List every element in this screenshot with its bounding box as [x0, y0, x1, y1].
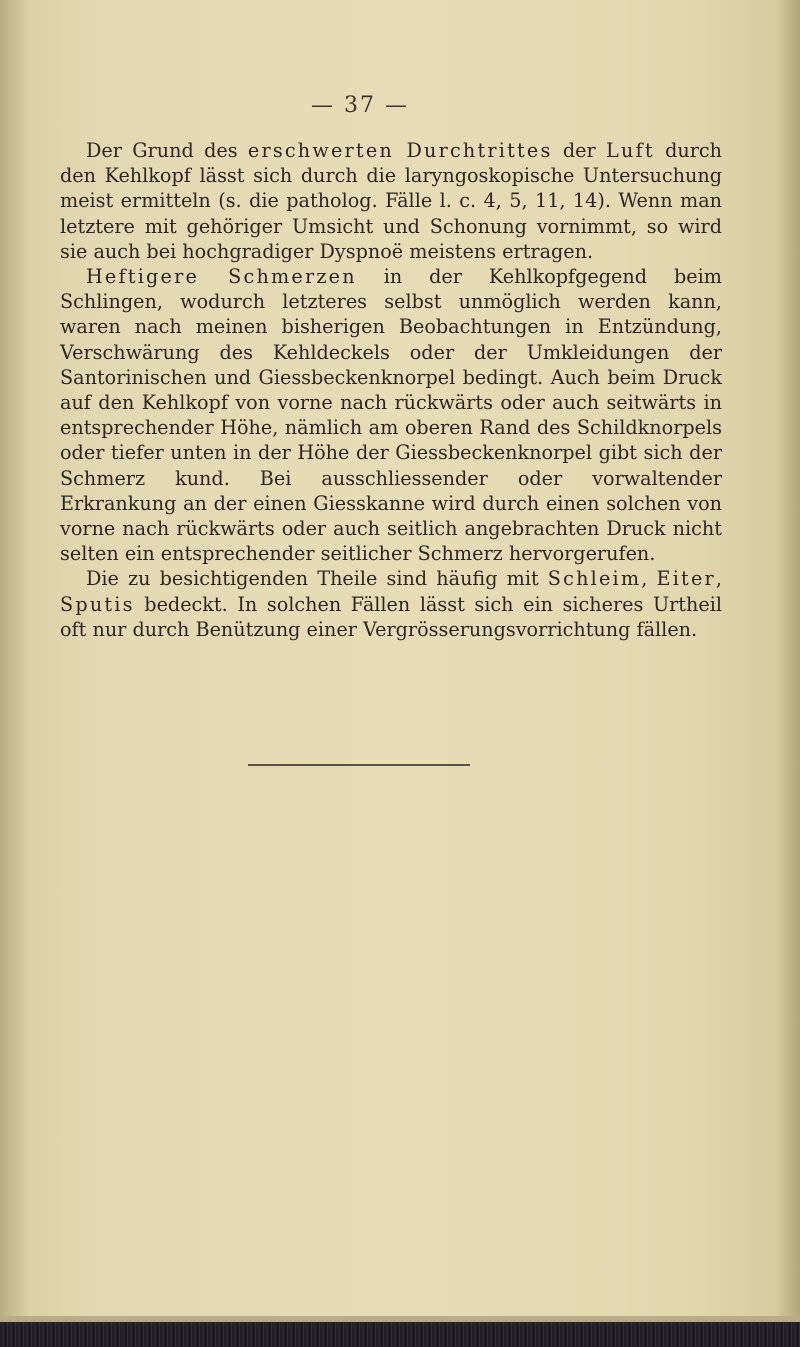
- section-divider: [248, 764, 470, 766]
- page-right-shadow: [776, 0, 800, 1322]
- paragraph-1: [60, 138, 722, 264]
- page-number: — 37 —: [311, 93, 409, 118]
- paragraph-3: [60, 566, 722, 642]
- text-run: durch den Kehlkopf lässt sich durch die laryngoskopische Untersuchung meist ermitteln (s. die patholog. Fälle l. c. 4, 5, 11, 14). Wenn man letztere mit gehöriger Umsicht und Schonung vornimmt, so wird sie auch bei hochgradiger Dyspnoë meistens ertragen.: [60, 139, 722, 263]
- emphasized-text: Heftigere Schmerzen: [86, 265, 357, 289]
- page-left-shadow: [0, 0, 30, 1322]
- text-run: der: [552, 139, 607, 162]
- text-run: bedeckt. In solchen Fällen lässt sich ein sicheres Urtheil oft nur durch Benützung einer Vergrösserungsvorrichtung fällen.: [60, 592, 722, 641]
- text-run: Der Grund des: [86, 139, 248, 162]
- text-run: ,: [641, 567, 657, 591]
- text-run: ,: [715, 567, 723, 591]
- paragraph-2: [60, 264, 722, 566]
- emphasized-text: erschwerten Durchtrittes: [247, 139, 553, 162]
- text-run: Die zu besichtigenden Theile sind häufig mit: [86, 567, 548, 591]
- book-binding-strip: [0, 1322, 800, 1347]
- emphasized-text: Schleim: [547, 567, 642, 591]
- emphasized-text: Luft: [606, 139, 655, 162]
- emphasized-text: Eiter: [656, 567, 716, 591]
- emphasized-text: Sputis: [60, 592, 135, 616]
- body-text: [60, 138, 722, 642]
- text-run: in der Kehlkopfgegend beim Schlingen, wodurch letzteres selbst unmöglich werden kann, waren nach meinen bisherigen Beobachtungen in Entzündung, Verschwärung des Kehldeckels oder der Umkleidungen der Santorinischen und Giessbeckenknorpel bedingt. Auch beim Druck auf den Kehlkopf von vorne nach rückwärts oder auch seitwärts in entsprechender Höhe, nämlich am oberen Rand des Schildknorpels oder tiefer unten in der Höhe der Giessbeckenknorpel gibt sich der Schmerz kund. Bei ausschliessender oder vorwaltender Erkrankung an der einen Giesskanne wird durch einen solchen von vorne nach rückwärts oder auch seitlich angebrachten Druck nicht selten ein entsprechender seitlicher Schmerz hervorgerufen.: [60, 265, 722, 566]
